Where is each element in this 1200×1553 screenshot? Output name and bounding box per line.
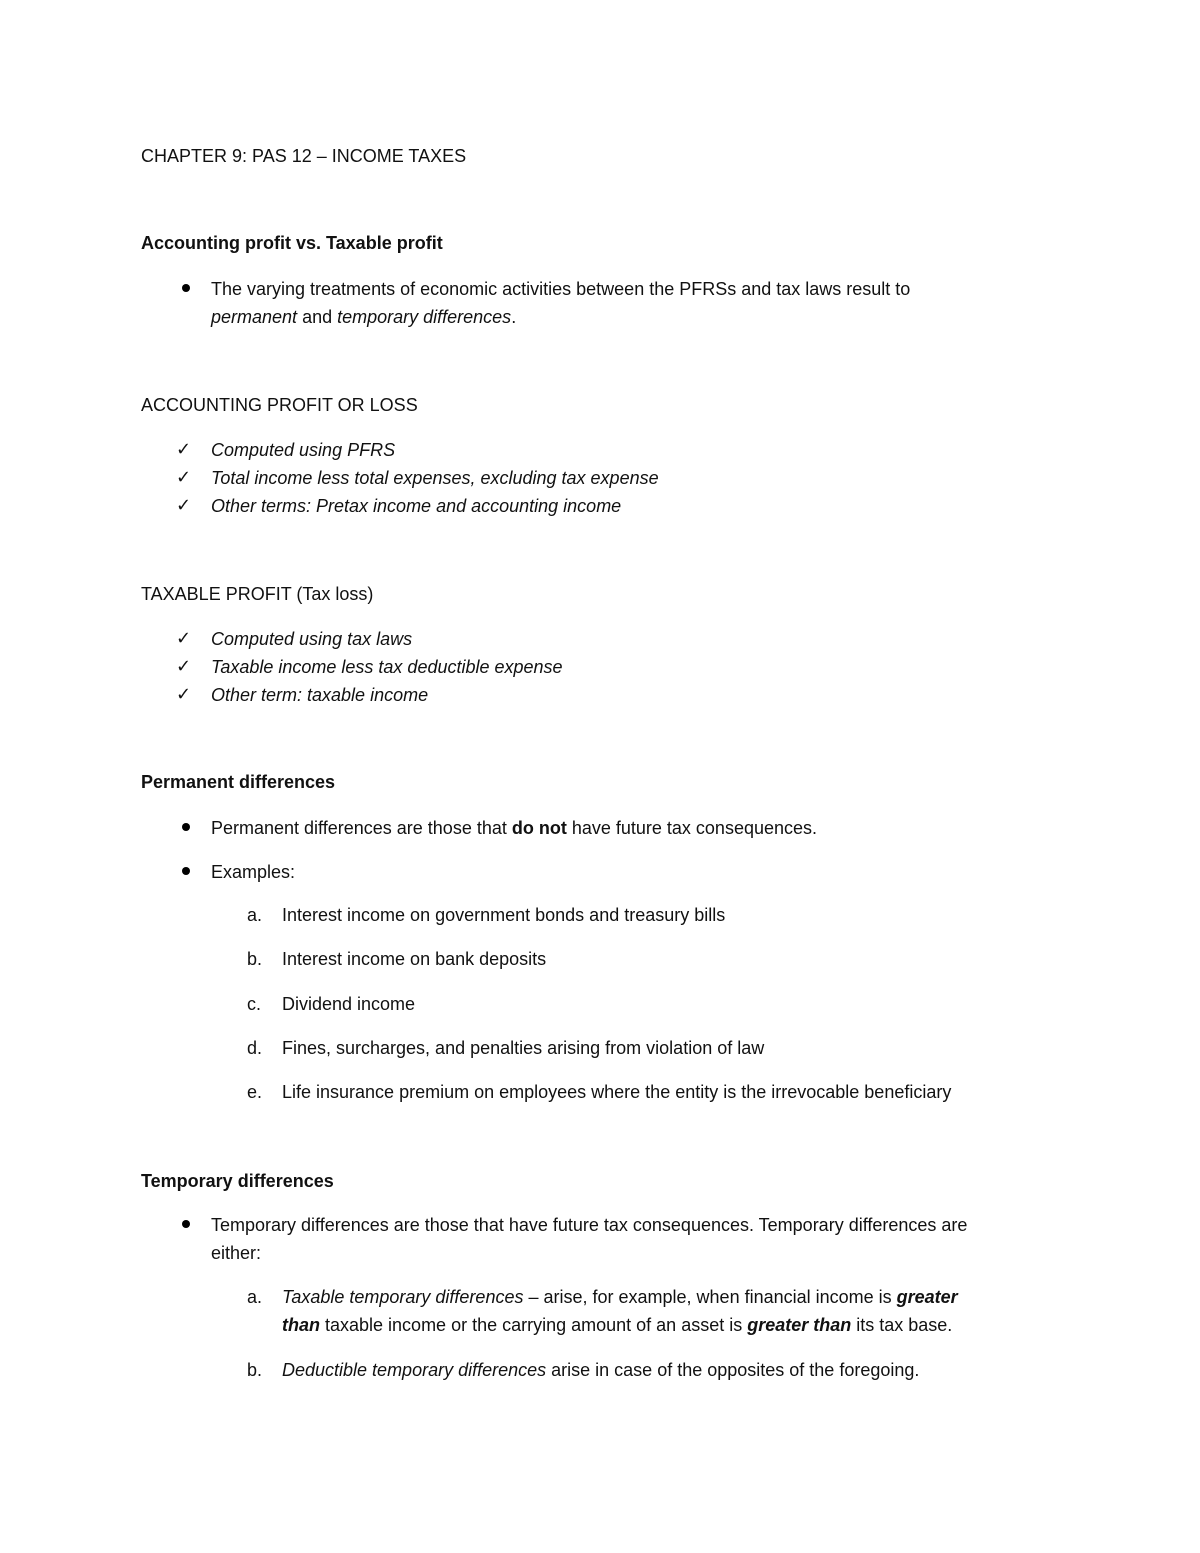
text-span: – arise, for example, when financial income is bbox=[523, 1287, 897, 1307]
emphasis-text: greater bbox=[896, 1287, 958, 1307]
check-item: Computed using PFRS bbox=[211, 440, 396, 460]
checkmark-icon: ✓ bbox=[176, 656, 192, 676]
section-heading-accounting-vs-taxable: Accounting profit vs. Taxable profit bbox=[141, 233, 443, 253]
paragraph-line: The varying treatments of economic activities between the PFRSs and tax laws result to bbox=[211, 279, 911, 299]
list-letter: a. bbox=[247, 1287, 263, 1307]
list-item bbox=[282, 1285, 958, 1309]
list-item: Fines, surcharges, and penalties arising from violation of law bbox=[282, 1038, 765, 1058]
list-letter: d. bbox=[247, 1038, 263, 1058]
bullet-icon bbox=[182, 1220, 190, 1228]
bullet-icon bbox=[182, 284, 190, 292]
emphasis-text: than bbox=[282, 1315, 320, 1335]
list-letter: a. bbox=[247, 905, 263, 925]
bullet-icon bbox=[182, 823, 190, 831]
text-span: have future tax consequences. bbox=[566, 818, 818, 838]
checkmark-icon: ✓ bbox=[176, 628, 192, 648]
text-span: taxable income or the carrying amount of an asset is bbox=[320, 1315, 748, 1335]
paragraph-line: Examples: bbox=[211, 862, 296, 882]
list-letter: e. bbox=[247, 1082, 263, 1102]
section-heading-permanent-differences: Permanent differences bbox=[141, 772, 336, 792]
list-letter: b. bbox=[247, 949, 263, 969]
checkmark-icon: ✓ bbox=[176, 439, 192, 459]
text-span: and bbox=[297, 307, 338, 327]
paragraph-line: Temporary differences are those that have future tax consequences. Temporary differences are bbox=[211, 1215, 968, 1235]
list-letter: c. bbox=[247, 994, 262, 1014]
text-span: Permanent differences are those that bbox=[211, 818, 512, 838]
list-item: Interest income on bank deposits bbox=[282, 949, 547, 969]
emphasis-text: Taxable temporary differences bbox=[282, 1287, 524, 1307]
emphasis-text: temporary differences bbox=[337, 307, 512, 327]
check-item: Computed using tax laws bbox=[211, 629, 413, 649]
section-heading-taxable-profit: TAXABLE PROFIT (Tax loss) bbox=[141, 584, 374, 604]
paragraph-line bbox=[211, 305, 516, 329]
paragraph-line: either: bbox=[211, 1243, 262, 1263]
check-item: Total income less total expenses, excluding tax expense bbox=[211, 468, 659, 488]
emphasis-text: greater than bbox=[747, 1315, 852, 1335]
list-item bbox=[282, 1358, 919, 1382]
list-letter: b. bbox=[247, 1360, 263, 1380]
check-item: Other term: taxable income bbox=[211, 685, 429, 705]
emphasis-text: do not bbox=[511, 818, 567, 838]
text-span: its tax base. bbox=[851, 1315, 953, 1335]
checkmark-icon: ✓ bbox=[176, 467, 192, 487]
check-item: Other terms: Pretax income and accounting income bbox=[211, 496, 622, 516]
section-heading-temporary-differences: Temporary differences bbox=[141, 1171, 334, 1191]
section-heading-accounting-profit: ACCOUNTING PROFIT OR LOSS bbox=[141, 395, 418, 415]
text-span: . bbox=[511, 307, 517, 327]
emphasis-text: Deductible temporary differences bbox=[282, 1360, 547, 1380]
emphasis-text: permanent bbox=[211, 307, 298, 327]
paragraph-line bbox=[211, 816, 817, 840]
list-item-continuation bbox=[282, 1313, 952, 1337]
check-item: Taxable income less tax deductible expense bbox=[211, 657, 563, 677]
page-title: CHAPTER 9: PAS 12 – INCOME TAXES bbox=[141, 146, 467, 166]
bullet-icon bbox=[182, 867, 190, 875]
text-span: arise in case of the opposites of the foregoing. bbox=[546, 1360, 920, 1380]
checkmark-icon: ✓ bbox=[176, 684, 192, 704]
list-item: Interest income on government bonds and treasury bills bbox=[282, 905, 726, 925]
checkmark-icon: ✓ bbox=[176, 495, 192, 515]
list-item: Dividend income bbox=[282, 994, 416, 1014]
list-item: Life insurance premium on employees where the entity is the irrevocable beneficiary bbox=[282, 1082, 952, 1102]
